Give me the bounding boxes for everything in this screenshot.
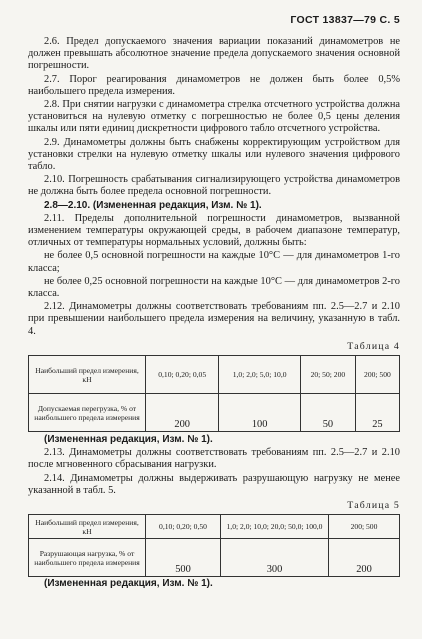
table-row [29, 515, 400, 539]
table-row [29, 394, 400, 432]
table-row [29, 356, 400, 394]
table-5 [28, 514, 400, 577]
paragraph-2-11-a: не более 0,5 основной погрешности на каждые 10°С — для динамометров 1-го класса; [28, 250, 400, 274]
paragraph-2-11-b: не более 0,25 основной погрешности на каждые 10°С — для динамометров 2-го класса. [28, 275, 400, 300]
paragraph-2-13: 2.13. Динамометры должны соответствовать требованиям пп. 2.5—2.7 и 2.10 после мгновенного сбрасывания нагрузки. [28, 447, 400, 471]
table-4-row1-label: Наибольший предел измерения, кН [29, 356, 146, 394]
table-cell: 500 [146, 539, 221, 577]
paragraph-2-6: 2.6. Предел допускаемого значения вариации показаний динамометров не должен превышать абсолютное значение предела допускаемого значения основной погрешности. [28, 36, 400, 72]
table-4-caption: Таблица 4 [347, 340, 400, 352]
paragraph-2-11: 2.11. Пределы дополнительной погрешности динамометров, вызванной изменением температуры окружающей среды, в рабочем диапазоне температур, отличных от температуры нормальных условий, должны быть: [28, 212, 400, 249]
paragraph-2-12: 2.12. Динамометры должны соответствовать требованиям пп. 2.5—2.7 и 2.10 при превышении наибольшего предела измерения на величину, указанную в табл. 4. [28, 301, 400, 337]
table-cell: 200 [146, 394, 219, 432]
amendment-note-2: (Измененная редакция, Изм. № 1). [44, 434, 213, 446]
table-4 [28, 355, 400, 432]
document-body [28, 36, 400, 592]
paragraph-2-7: 2.7. Порог реагирования динамометров не должен быть более 0,5% наибольшего предела измерения. [28, 73, 400, 97]
amendment-note-1: 2.8—2.10. (Измененная редакция, Изм. № 1). [44, 199, 262, 211]
table-cell: 20; 50; 200 [300, 356, 355, 394]
table-row [29, 539, 400, 577]
table-cell: 0,10; 0,20; 0,05 [146, 356, 219, 394]
table-cell: 1,0; 2,0; 5,0; 10,0 [219, 356, 301, 394]
paragraph-2-14: 2.14. Динамометры должны выдерживать разрушающую нагрузку не менее указанной в табл. 5. [28, 472, 400, 496]
table-cell: 200; 500 [355, 356, 399, 394]
paragraph-2-9: 2.9. Динамометры должны быть снабжены корректирующим устройством для установки стрелки на нулевую отметку шкалы или нулевого значения цифрового табло. [28, 136, 400, 173]
table-cell: 200 [329, 539, 400, 577]
table-cell: 200; 500 [329, 515, 400, 539]
paragraph-2-10: 2.10. Погрешность срабатывания сигнализирующего устройства динамометров не должна быть более предела основной погрешности. [28, 174, 400, 198]
table-4-row2-label: Допускаемая перегрузка, % от наибольшего предела измерения [29, 394, 146, 432]
table-cell: 0,10; 0,20; 0,50 [146, 515, 221, 539]
table-5-caption: Таблица 5 [347, 500, 400, 512]
page-header: ГОСТ 13837—79 С. 5 [290, 14, 400, 26]
amendment-note-3: (Измененная редакция, Изм. № 1). [44, 578, 213, 590]
table-cell: 50 [300, 394, 355, 432]
table-cell: 1,0; 2,0; 10,0; 20,0; 50,0; 100,0 [221, 515, 329, 539]
table-cell: 100 [219, 394, 301, 432]
table-cell: 25 [355, 394, 399, 432]
table-5-row1-label: Наибольший предел измерения, кН [29, 515, 146, 539]
table-5-row2-label: Разрушающая нагрузка, % от наибольшего предела измерения [29, 539, 146, 577]
paragraph-2-8: 2.8. При снятии нагрузки с динамометра стрелка отсчетного устройства должна установиться на нулевую отметку с погрешностью не более 0,5 цены деления шкалы или пяти единиц дискретности цифрового табло отсчетного устройства. [28, 99, 400, 135]
table-cell: 300 [221, 539, 329, 577]
